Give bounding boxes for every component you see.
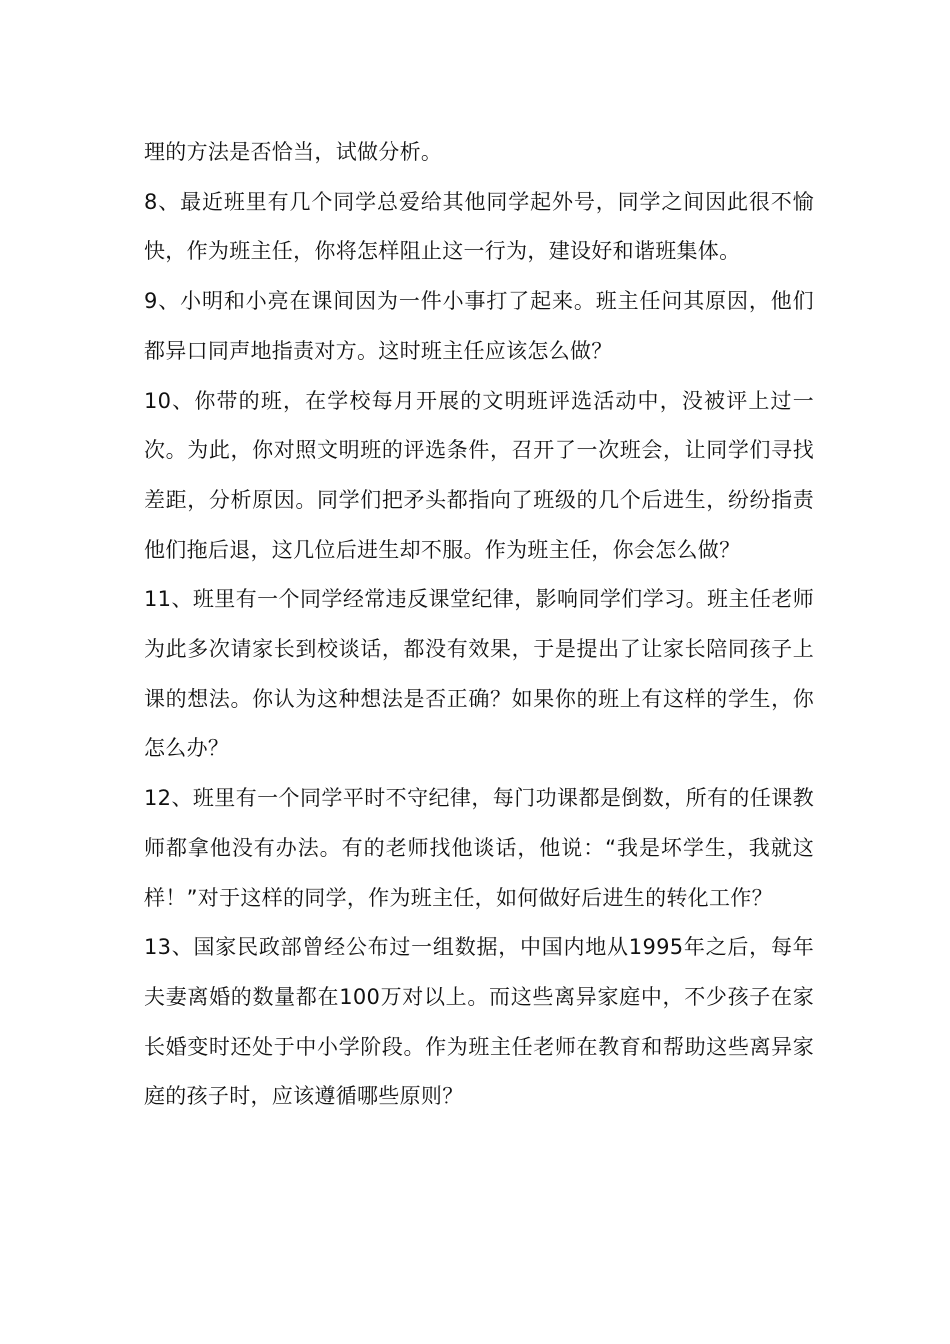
paragraph-continuation: 理的方法是否恰当，试做分析。 [144,140,443,164]
question-8: 8、最近班里有几个同学总爱给其他同学起外号，同学之间因此很不愉快，作为班主任，你将怎样阻止这一行为，建设好和谐班集体。 [144,189,814,264]
question-13: 13、国家民政部曾经公布过一组数据，中国内地从1995年之后，每年夫妻离婚的数量都在100万对以上。而这些离异家庭中，不少孩子在家长婚变时还处于中小学阶段。作为班主任老师在教育和帮助这些离异家庭的孩子时，应该遵循哪些原则？ [144,935,814,1109]
document-body [144,128,814,1122]
question-12: 12、班里有一个同学平时不守纪律，每门功课都是倒数，所有的任课教师都拿他没有办法。有的老师找他谈话，他说：“我是坏学生，我就这样！”对于这样的同学，作为班主任，如何做好后进生的转化工作？ [144,786,814,910]
question-9: 9、小明和小亮在课间因为一件小事打了起来。班主任问其原因，他们都异口同声地指责对方。这时班主任应该怎么做？ [144,289,814,363]
question-10: 10、你带的班，在学校每月开展的文明班评选活动中，没被评上过一次。为此，你对照文明班的评选条件，召开了一次班会，让同学们寻找差距，分析原因。同学们把矛头都指向了班级的几个后进生，纷纷指责他们拖后退，这几位后进生却不服。作为班主任，你会怎么做？ [144,388,814,562]
question-11: 11、班里有一个同学经常违反课堂纪律，影响同学们学习。班主任老师为此多次请家长到校谈话，都没有效果，于是提出了让家长陪同孩子上课的想法。你认为这种想法是否正确？如果你的班上有这样的学生，你怎么办？ [144,587,814,761]
